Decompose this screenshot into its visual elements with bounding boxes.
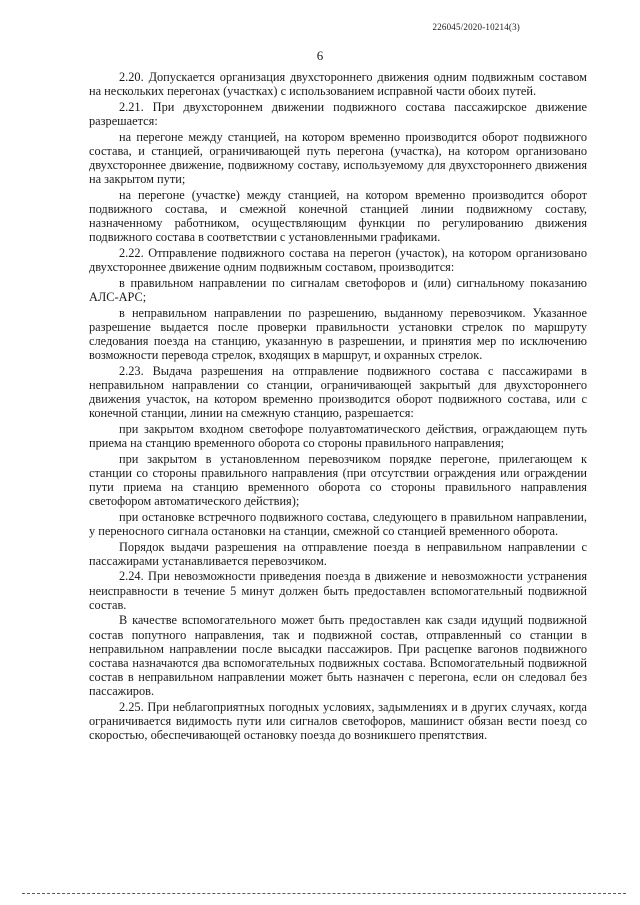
document-number: 226045/2020-10214(3) <box>432 22 520 32</box>
paragraph-2-20: 2.20. Допускается организация двухстороннего движения одним подвижным составом на нескольких перегонах (участках) с использованием исправной части обоих путей. <box>89 70 587 99</box>
paragraph-2-23: 2.23. Выдача разрешения на отправление подвижного состава с пассажирами в неправильном направлении со станции, ограничивающей закрытый для двухстороннего движения участок, на котором временно производится оборот подвижного состава, или с конечной станции, линии на смежную станцию, разрешается: <box>89 363 587 420</box>
paragraph-text: В качестве вспомогательного может быть предоставлен как сзади идущий подвижной состав попутного направления, так и подвижной состав, отправленный со станции в неправильном направлении после высадки пассажиров. При расцепке вагонов подвижного состава назначаются два вспомогательных подвижных состава. Вспомогательный подвижной состав в неправильном направлении может быть назначен с перегона, если он следовал без пассажиров. <box>89 613 587 698</box>
paragraph-item: при остановке встречного подвижного состава, следующего в правильном направлении, у переносного сигнала остановки на станции, смежной со станцией временного оборота. <box>89 509 587 538</box>
paragraph-item: в правильном направлении по сигналам светофоров и (или) сигнальному показанию АЛС-АРС; <box>89 275 587 304</box>
paragraph-item: при закрытом в установленном перевозчиком порядке перегоне, прилегающем к станции со стороны правильного направления (при отсутствии ограждения или ограждении пути приема на станцию временного оборота со стороны правильного направления светофором автоматического действия); <box>89 451 587 508</box>
document-body <box>89 70 587 744</box>
paragraph-item: на перегоне (участке) между станцией, на котором временно производится оборот подвижного состава, и смежной конечной станцией линии подвижному составу, назначенному работником, осуществляющим функции по регулированию движения подвижного состава в соответствии с установленными графиками. <box>89 187 587 245</box>
paragraph-item: при закрытом входном светофоре полуавтоматического действия, ограждающем путь приема на станцию временного оборота со стороны правильного направления; <box>89 421 587 450</box>
paragraph-2-22: 2.22. Отправление подвижного состава на перегон (участок), на котором организовано двухстороннее движение одним подвижным составом, производится: <box>89 245 587 274</box>
paragraph-2-21: 2.21. При двухстороннем движении подвижного состава пассажирское движение разрешается: <box>89 99 587 128</box>
paragraph-item: на перегоне между станцией, на котором временно производится оборот подвижного состава, и станцией, ограничивающей путь перегона (участка), на котором организовано двухстороннее движение, подвижному составу, используемому для двухстороннего движения на закрытом пути; <box>89 129 587 187</box>
paragraph-2-25: 2.25. При неблагоприятных погодных условиях, задымлениях и в других случаях, когда ограничивается видимость пути или сигналов светофоров, машинист обязан вести поезд со скоростью, обеспечивающей остановку поезда до возникшего препятствия. <box>89 699 587 742</box>
paragraph-text: Порядок выдачи разрешения на отправление поезда в неправильном направлении с пассажирами устанавливается перевозчиком. <box>89 539 587 568</box>
paragraph-item: в неправильном направлении по разрешению, выданному перевозчиком. Указанное разрешение выдается после проверки правильности установки стрелок по маршруту следования поезда на станцию, указанную в разрешении, и принятия мер по исключению возможности перевода стрелок, входящих в маршрут, и охранных стрелок. <box>89 305 587 362</box>
page-number: 6 <box>316 48 324 63</box>
paragraph-2-24: 2.24. При невозможности приведения поезда в движение и невозможности устранения неисправности в течение 5 минут должен быть предоставлен вспомогательный подвижной состав. <box>89 569 587 612</box>
page-bottom-divider <box>22 893 626 894</box>
